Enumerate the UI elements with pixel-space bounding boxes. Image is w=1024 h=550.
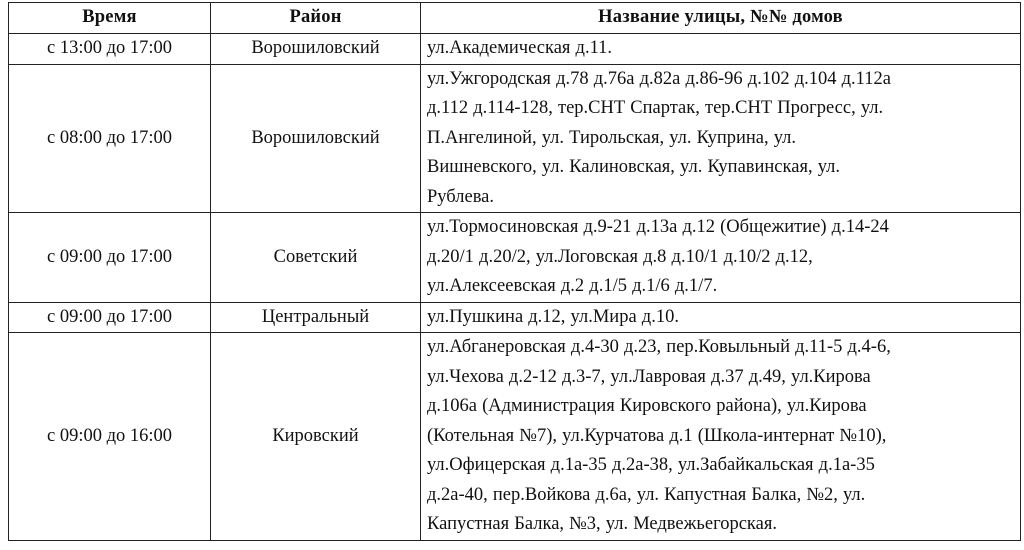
time-cell: с 13:00 до 17:00 bbox=[9, 34, 211, 65]
table-row bbox=[9, 213, 1021, 303]
streets-line: ул.Чехова д.2-12 д.3-7, ул.Лавровая д.37 д.49, ул.Кирова bbox=[427, 366, 871, 387]
header-district: Район bbox=[211, 3, 421, 34]
streets-line: д.106а (Администрация Кировского района), ул.Кирова bbox=[427, 396, 867, 416]
streets-line: д.2а-40, пер.Войкова д.6а, ул. Капустная Балка, №2, ул. bbox=[427, 484, 866, 505]
header-time: Время bbox=[9, 3, 211, 34]
district-cell: Центральный bbox=[211, 302, 421, 333]
streets-line: ул.Алексеевская д.2 д.1/5 д.1/6 д.1/7. bbox=[427, 276, 718, 296]
streets-cell bbox=[421, 302, 1021, 333]
district-cell: Ворошиловский bbox=[211, 64, 421, 213]
time-cell: с 09:00 до 17:00 bbox=[9, 213, 211, 303]
streets-line: ул.Ужгородская д.78 д.76а д.82а д.86-96 д.102 д.104 д.112а bbox=[427, 68, 891, 89]
streets-cell bbox=[421, 64, 1021, 213]
streets-line: ул.Тормосиновская д.9-21 д.13а д.12 (Общежитие) д.14-24 bbox=[427, 217, 889, 237]
time-cell: с 08:00 до 17:00 bbox=[9, 64, 211, 213]
streets-line: ул.Офицерская д.1а-35 д.2а-38, ул.Забайкальская д.1а-35 bbox=[427, 455, 875, 475]
district-cell: Советский bbox=[211, 213, 421, 303]
streets-line: П.Ангелиной, ул. Тирольская, ул. Куприна, ул. bbox=[427, 127, 797, 148]
streets-cell bbox=[421, 333, 1021, 541]
streets-cell bbox=[421, 213, 1021, 303]
district-cell: Ворошиловский bbox=[211, 34, 421, 65]
table-row bbox=[9, 64, 1021, 213]
streets-line: ул.Пушкина д.12, ул.Мира д.10. bbox=[427, 306, 679, 327]
streets-line: Вишневского, ул. Калиновская, ул. Купавинская, ул. bbox=[427, 157, 840, 177]
table-row bbox=[9, 333, 1021, 541]
outage-schedule-table bbox=[8, 2, 1021, 541]
table-row bbox=[9, 34, 1021, 65]
streets-line: ул.Абганеровская д.4-30 д.23, пер.Ковыльный д.11-5 д.4-6, bbox=[427, 337, 891, 357]
time-cell: с 09:00 до 16:00 bbox=[9, 333, 211, 541]
streets-line: (Котельная №7), ул.Курчатова д.1 (Школа-интернат №10), bbox=[427, 425, 887, 446]
table-row bbox=[9, 302, 1021, 333]
streets-line: д.20/1 д.20/2, ул.Логовская д.8 д.10/1 д.10/2 д.12, bbox=[427, 246, 813, 267]
streets-line: ул.Академическая д.11. bbox=[427, 38, 613, 58]
streets-line: Рублева. bbox=[427, 186, 495, 207]
district-cell: Кировский bbox=[211, 333, 421, 541]
streets-cell bbox=[421, 34, 1021, 65]
time-cell: с 09:00 до 17:00 bbox=[9, 302, 211, 333]
streets-line: д.112 д.114-128, тер.СНТ Спартак, тер.СНТ Прогресс, ул. bbox=[427, 98, 884, 118]
streets-line: Капустная Балка, №3, ул. Медвежьегорская. bbox=[427, 514, 777, 534]
header-streets: Название улицы, №№ домов bbox=[421, 3, 1021, 34]
header-row bbox=[9, 3, 1021, 34]
